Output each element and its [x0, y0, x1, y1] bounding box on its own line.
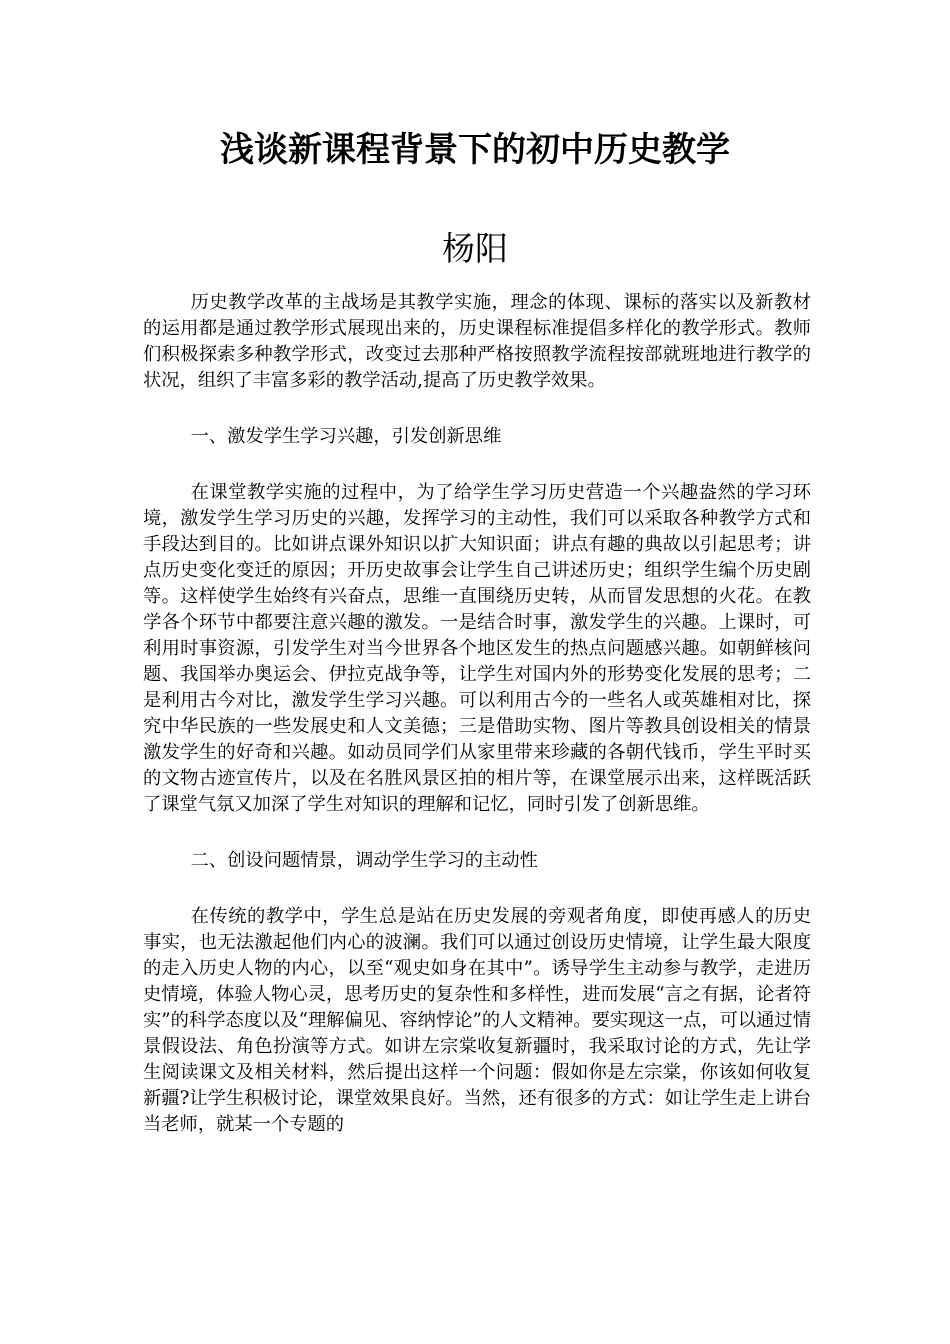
- intro-paragraph: 历史教学改革的主战场是其教学实施，理念的体现、课标的落实以及新教材的运用都是通过教学形式展现出来的，历史课程标准提倡多样化的教学形式。教师们积极探索多种教学形式，改变过去那种严格按照教学流程按部就班地进行教学的状况，组织了丰富多彩的教学活动,提高了历史教学效果。: [143, 292, 811, 391]
- section-paragraph-2: 在传统的教学中，学生总是站在历史发展的旁观者角度，即使再感人的历史事实，也无法激起他们内心的波澜。我们可以通过创设历史情境，让学生最大限度的走入历史人物的内心，以至“观史如身在其中”。诱导学生主动参与教学，走进历史情境，体验人物心灵，思考历史的复杂性和多样性，进而发展“言之有据，论者符实”的科学态度以及“理解偏见、容纳悖论”的人文精神。要实现这一点，可以通过情景假设法、角色扮演等方式。如讲左宗棠收复新疆时，我采取讨论的方式，先让学生阅读课文及相关材料，然后提出这样一个问题：假如你是左宗棠，你该如何收复新疆?让学生积极讨论，课堂效果良好。当然，还有很多的方式：如让学生走上讲台当老师，就某一个专题的: [143, 906, 811, 1135]
- document-author: 杨阳: [442, 229, 508, 268]
- document-body: [143, 290, 811, 1138]
- section-heading-1: 一、激发学生学习兴趣，引发创新思维: [190, 426, 502, 447]
- section-paragraph-1: 在课堂教学实施的过程中，为了给学生学习历史营造一个兴趣盎然的学习环境，激发学生学习历史的兴趣，发挥学习的主动性，我们可以采取各种教学方式和手段达到目的。比如讲点课外知识以扩大知识面；讲点有趣的典故以引起思考；讲点历史变化变迁的原因；开历史故事会让学生自己讲述历史；组织学生编个历史剧等。这样使学生始终有兴奋点，思维一直围绕历史转，从而冒发思想的火花。在教学各个环节中都要注意兴趣的激发。一是结合时事，激发学生的兴趣。上课时，可利用时事资源，引发学生对当今世界各个地区发生的热点问题感兴趣。如朝鲜核问题、我国举办奥运会、伊拉克战争等，让学生对国内外的形势变化发展的思考；二是利用古今对比，激发学生学习兴趣。可以利用古今的一些名人或英雄相对比，探究中华民族的一些发展史和人文美德；三是借助实物、图片等教具创设相关的情景激发学生的好奇和兴趣。如动员同学们从家里带来珍藏的各朝代钱币，学生平时买的文物古迹宣传片，以及在名胜风景区拍的相片等，在课堂展示出来，这样既活跃了课堂气氛又加深了学生对知识的理解和记忆，同时引发了创新思维。: [143, 482, 811, 815]
- section-heading-2: 二、创设问题情景，调动学生学习的主动性: [190, 850, 538, 871]
- document-title: 浅谈新课程背景下的初中历史教学: [220, 130, 730, 170]
